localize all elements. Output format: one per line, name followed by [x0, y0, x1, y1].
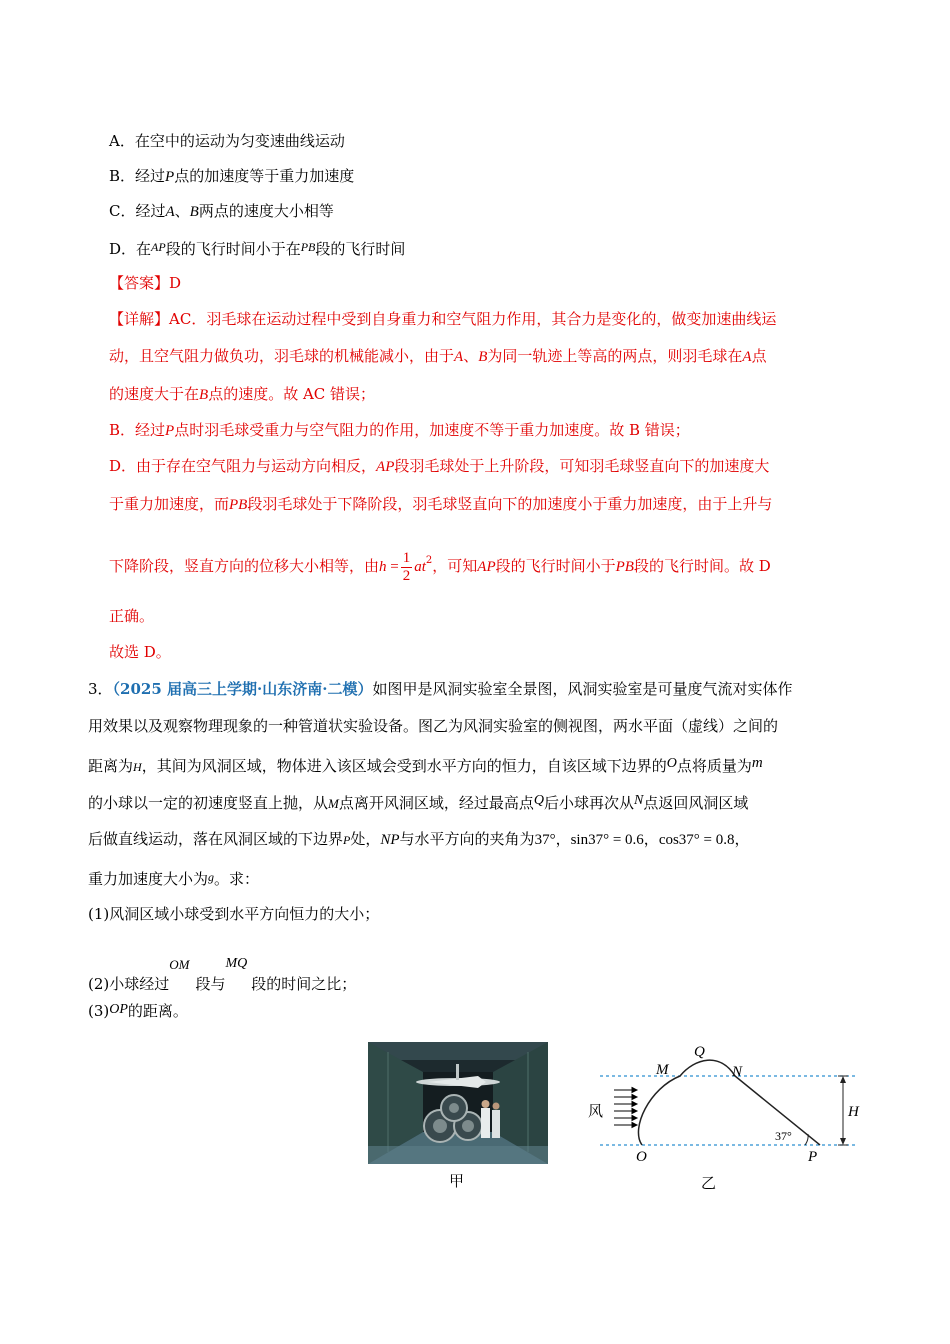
label-wind: 风 [588, 1102, 604, 1120]
q3-sub-3: (3)OP的距离。 [88, 1002, 188, 1020]
explain-line-4: B．经过P点时羽毛球受重力与空气阻力的作用，加速度不等于重力加速度。故 B 错误； [109, 421, 690, 439]
option-a: A．在空中的运动为匀变速曲线运动 [109, 132, 345, 150]
label-Q: Q [694, 1044, 705, 1060]
diagram-caption: 乙 [701, 1174, 717, 1192]
label-P: P [808, 1149, 818, 1165]
q3-line-3: 距离为H，其间为风洞区域，物体进入该区域会受到水平方向的恒力，自该区域下边界的O点将质量为m [88, 755, 763, 775]
label-O: O [636, 1149, 647, 1165]
answer-line: 【答案】D [109, 274, 182, 292]
q3-line-5: 后做直线运动，落在风洞区域的下边界P处，NP与水平方向的夹角为37°，sin37° = 0.6，cos37° = 0.8， [88, 830, 750, 848]
explain-line-8: 正确。 [109, 607, 155, 625]
option-b: B．经过P点的加速度等于重力加速度 [109, 167, 355, 185]
explain-line-9: 故选 D。 [109, 643, 171, 661]
label-M: M [656, 1062, 669, 1078]
option-d: D．在$^{AP}$段的飞行时间小于在$^{PB}$段的飞行时间 [109, 240, 406, 258]
explain-line-7: 下降阶段，竖直方向的位移大小相等，由h = $\frac{1}{2}$ $at^2$，可知AP段的飞行时间小于PB段的飞行时间。故 D [109, 549, 771, 584]
option-c: C．经过A、B两点的速度大小相等 [109, 202, 334, 220]
explain-line-1: 【详解】AC．羽毛球在运动过程中受到自身重力和空气阻力作用，其合力是变化的，做变加速曲线运 [109, 310, 777, 328]
q3-sub-2: (2)小球经过OM段与MQ段的时间之比； [88, 956, 357, 993]
q3-line-1: 3．（2025 届高三上学期·山东济南·二模）如图甲是风洞实验室全景图，风洞实验室是可量度气流对实体作 [88, 680, 793, 698]
wind-arrows [614, 1088, 637, 1128]
explain-line-6: 于重力加速度，而PB段羽毛球处于下降阶段，羽毛球竖直向下的加速度小于重力加速度，由于上升与 [109, 495, 773, 513]
wind-tunnel-photo [368, 1042, 548, 1164]
q3-sub-1: (1)风洞区域小球受到水平方向恒力的大小； [88, 905, 380, 923]
explain-line-2: 动，且空气阻力做负功，羽毛球的机械能减小，由于A、B为同一轨迹上等高的两点，则羽毛球在A点 [109, 347, 767, 365]
angle-arc [805, 1134, 808, 1145]
q3-line-6: 重力加速度大小为$^g$。求： [88, 870, 260, 888]
label-H: H [848, 1104, 859, 1120]
fraction-half: $\frac{1}{2}$ [402, 549, 411, 584]
q3-line-4: 的小球以一定的初速度竖直上抛，从M点离开风洞区域，经过最高点Q后小球再次从N点返回风洞区域 [88, 793, 749, 812]
label-N: N [732, 1064, 743, 1080]
wind-tunnel-diagram [580, 1038, 870, 1198]
label-angle: 37° [775, 1129, 792, 1143]
explain-line-3: 的速度大于在B点的速度。故 AC 错误； [109, 385, 376, 403]
explain-line-5: D．由于存在空气阻力与运动方向相反，AP段羽毛球处于上升阶段，可知羽毛球竖直向下的加速度大 [109, 457, 770, 475]
q3-line-2: 用效果以及观察物理现象的一种管道状实验设备。图乙为风洞实验室的侧视图，两水平面（虚线）之间的 [88, 717, 779, 735]
photo-caption: 甲 [449, 1172, 465, 1190]
